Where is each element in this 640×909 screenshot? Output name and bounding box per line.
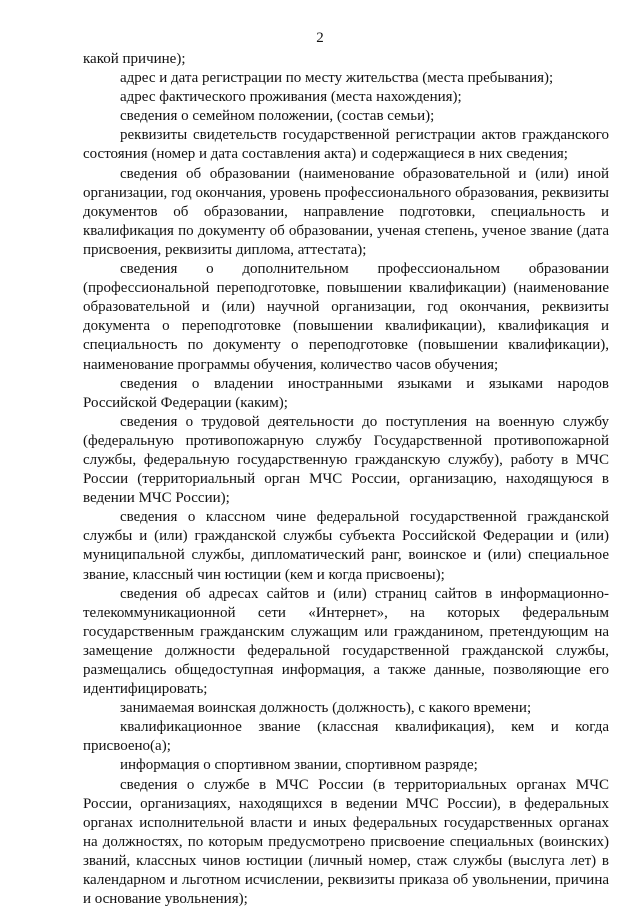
paragraph: квалификационное звание (классная квалификация), кем и когда присвоено(а); bbox=[83, 719, 609, 755]
paragraph: сведения о семейном положении, (состав семьи); bbox=[120, 108, 435, 125]
paragraph: сведения о классном чине федеральной государственной гражданской службы и (или) гражданской службы субъекта Российской Федерации и (или) муниципальной службы, дипломатический ранг, воинское и (или) специальное звание, классный чин юстиции (кем и когда присвоены); bbox=[83, 509, 609, 583]
paragraph: какой причине); bbox=[83, 51, 186, 67]
paragraph: сведения об образовании (наименование образовательной и (или) иной организации, год окончания, уровень профессионального образования, реквизиты документов об образовании, направление подготовки, специальность и квалификация по документу об образовании, ученая степень, ученое звание (дата присвоения, реквизиты диплома, аттестата); bbox=[83, 165, 609, 258]
paragraph: сведения об адресах сайтов и (или) страниц сайтов в информационно-телекоммуникационной сети «Интернет», на которых федеральным государственным гражданским служащим или гражданином, претендующим на замещение должности федеральной государственной гражданской службы, размещались общедоступная информация, а также данные, позволяющие его идентифицировать; bbox=[83, 585, 609, 698]
paragraph: адрес фактического проживания (места нахождения); bbox=[120, 89, 462, 106]
document-body bbox=[83, 50, 609, 909]
paragraph: информация о спортивном звании, спортивном разряде; bbox=[120, 757, 478, 774]
paragraph: занимаемая воинская должность (должность), с какого времени; bbox=[120, 700, 532, 717]
paragraph: сведения о службе в МЧС России (в территориальных органах МЧС России, организациях, находящихся в ведении МЧС России), в федеральных органах исполнительной власти и иных федеральных государственных органах на должностях, по которым предусмотрено присвоение специальных (воинских) званий, классных чинов юстиции (личный номер, стаж службы (выслуга лет) в календарном и льготном исчислении, реквизиты приказа об увольнении, причина и основание увольнения); bbox=[83, 776, 609, 908]
paragraph: реквизиты свидетельств государственной регистрации актов гражданского состояния (номер и дата составления акта) и содержащиеся в них сведения; bbox=[83, 127, 609, 163]
paragraph: сведения о трудовой деятельности до поступления на военную службу (федеральную противопожарную службу Государственной противопожарной службы, федеральную государственную гражданскую службу), работу в МЧС России (территориальный орган МЧС России, организацию, находящуюся в ведении МЧС России); bbox=[83, 413, 609, 507]
paragraph: сведения о дополнительном профессиональном образовании (профессиональной переподготовке, повышении квалификации) (наименование образовательной и (или) научной организации, год окончания, реквизиты документа о переподготовке (повышении квалификации), квалификация и специальность по документу о переподготовке (повышении квалификации), наименование программы обучения, количество часов обучения; bbox=[83, 261, 609, 373]
paragraph: адрес и дата регистрации по месту жительства (места пребывания); bbox=[120, 70, 554, 87]
paragraph: сведения о владении иностранными языками и языками народов Российской Федерации (каким); bbox=[83, 375, 609, 411]
page-number: 2 bbox=[316, 30, 324, 46]
